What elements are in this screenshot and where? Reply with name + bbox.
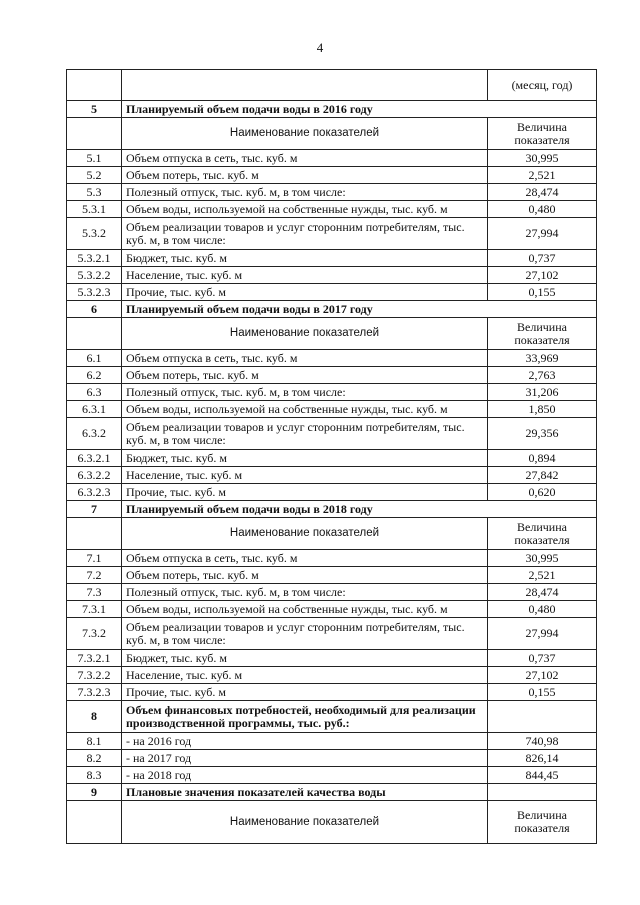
row-number: 5.3 [67,184,122,201]
row-value: 0,737 [488,250,597,267]
section-header-row [67,101,597,118]
row-label: Прочие, тыс. куб. м [122,684,488,701]
row-label: Полезный отпуск, тыс. куб. м, в том числе: [122,384,488,401]
table-row [67,250,597,267]
section-number: 9 [67,784,122,801]
page-number: 4 [316,40,324,55]
table-row [67,733,597,750]
section-title: Плановые значения показателей качества воды [122,784,488,801]
row-value: 844,45 [488,767,597,784]
row-number: 7.3.2.1 [67,650,122,667]
table-row [67,150,597,167]
empty-cell [488,701,597,733]
table-row [67,767,597,784]
table-row [67,70,597,101]
row-value: 0,737 [488,650,597,667]
unit-cell: (месяц, год) [488,70,597,101]
row-number: 6.3.2 [67,418,122,450]
table-row [67,684,597,701]
row-value: 2,521 [488,567,597,584]
table-row [67,267,597,284]
row-value: 28,474 [488,584,597,601]
row-value: 1,850 [488,401,597,418]
row-label: Объем отпуска в сеть, тыс. куб. м [122,550,488,567]
section-number: 8 [67,701,122,733]
row-number: 7.3.1 [67,601,122,618]
section-title: Объем финансовых потребностей, необходимый для реализации производственной программы, тыс. руб.: [122,701,488,733]
table-row [67,201,597,218]
empty-cell [488,784,597,801]
empty-cell [122,70,488,101]
row-number: 6.3.2.1 [67,450,122,467]
row-value: 0,155 [488,284,597,301]
section-header-row [67,784,597,801]
row-label: - на 2018 год [122,767,488,784]
row-label: Объем реализации товаров и услуг сторонним потребителям, тыс. куб. м, в том числе: [122,218,488,250]
row-number: 5.3.2.1 [67,250,122,267]
column-header-row [67,801,597,844]
value-column-header: Величина показателя [488,518,597,550]
column-header-row [67,318,597,350]
row-value: 27,842 [488,467,597,484]
indicators-table [66,69,597,844]
row-value: 0,620 [488,484,597,501]
name-column-header: Наименование показателей [122,801,488,844]
row-number: 7.3.2.2 [67,667,122,684]
table-row [67,601,597,618]
table-row [67,367,597,384]
section-header-row [67,301,597,318]
row-value: 31,206 [488,384,597,401]
row-label: Полезный отпуск, тыс. куб. м, в том числе: [122,584,488,601]
row-value: 27,994 [488,218,597,250]
row-value: 30,995 [488,150,597,167]
row-label: Население, тыс. куб. м [122,667,488,684]
row-label: Объем воды, используемой на собственные нужды, тыс. куб. м [122,401,488,418]
row-number: 6.3.2.3 [67,484,122,501]
row-label: Население, тыс. куб. м [122,467,488,484]
name-column-header: Наименование показателей [122,318,488,350]
row-number: 7.3.2 [67,618,122,650]
row-number: 5.2 [67,167,122,184]
empty-cell [67,70,122,101]
row-number: 8.3 [67,767,122,784]
row-value: 826,14 [488,750,597,767]
section-header-row [67,701,597,733]
row-number: 7.2 [67,567,122,584]
row-value: 0,480 [488,201,597,218]
section-header-row [67,501,597,518]
row-label: Объем потерь, тыс. куб. м [122,567,488,584]
row-label: Объем отпуска в сеть, тыс. куб. м [122,150,488,167]
row-label: Полезный отпуск, тыс. куб. м, в том числе: [122,184,488,201]
table-row [67,550,597,567]
row-value: 0,155 [488,684,597,701]
row-label: Бюджет, тыс. куб. м [122,650,488,667]
row-label: - на 2016 год [122,733,488,750]
section-title: Планируемый объем подачи воды в 2017 году [122,301,597,318]
row-number: 5.3.1 [67,201,122,218]
table-row [67,167,597,184]
section-number: 7 [67,501,122,518]
row-label: Объем отпуска в сеть, тыс. куб. м [122,350,488,367]
table-row [67,350,597,367]
value-column-header: Величина показателя [488,118,597,150]
row-label: - на 2017 год [122,750,488,767]
row-number: 8.1 [67,733,122,750]
row-value: 27,994 [488,618,597,650]
section-title: Планируемый объем подачи воды в 2018 году [122,501,597,518]
column-header-row [67,518,597,550]
section-number: 6 [67,301,122,318]
row-value: 27,102 [488,667,597,684]
row-value: 0,894 [488,450,597,467]
table-row [67,618,597,650]
row-number: 5.1 [67,150,122,167]
section-number: 5 [67,101,122,118]
table-row [67,218,597,250]
row-value: 740,98 [488,733,597,750]
row-label: Объем воды, используемой на собственные нужды, тыс. куб. м [122,201,488,218]
section-title: Планируемый объем подачи воды в 2016 году [122,101,597,118]
table-row [67,650,597,667]
row-number: 8.2 [67,750,122,767]
row-label: Бюджет, тыс. куб. м [122,250,488,267]
table-row [67,184,597,201]
row-value: 27,102 [488,267,597,284]
table-row [67,584,597,601]
table-row [67,418,597,450]
table-row [67,284,597,301]
row-label: Объем потерь, тыс. куб. м [122,167,488,184]
row-number: 6.3 [67,384,122,401]
row-label: Прочие, тыс. куб. м [122,484,488,501]
name-column-header: Наименование показателей [122,518,488,550]
row-number: 6.3.2.2 [67,467,122,484]
row-value: 33,969 [488,350,597,367]
row-number: 5.3.2.2 [67,267,122,284]
empty-cell [67,118,122,150]
row-number: 6.1 [67,350,122,367]
table-row [67,450,597,467]
row-number: 7.3 [67,584,122,601]
table-row [67,384,597,401]
row-label: Объем реализации товаров и услуг сторонним потребителям, тыс. куб. м, в том числе: [122,418,488,450]
row-value: 2,521 [488,167,597,184]
row-number: 6.3.1 [67,401,122,418]
row-value: 2,763 [488,367,597,384]
empty-cell [67,801,122,844]
row-value: 28,474 [488,184,597,201]
row-value: 29,356 [488,418,597,450]
table-row [67,667,597,684]
value-column-header: Величина показателя [488,801,597,844]
table-row [67,567,597,584]
table-row [67,467,597,484]
row-number: 5.3.2.3 [67,284,122,301]
table-row [67,484,597,501]
row-value: 0,480 [488,601,597,618]
row-label: Бюджет, тыс. куб. м [122,450,488,467]
empty-cell [67,318,122,350]
row-label: Прочие, тыс. куб. м [122,284,488,301]
row-number: 7.1 [67,550,122,567]
row-number: 7.3.2.3 [67,684,122,701]
row-number: 6.2 [67,367,122,384]
empty-cell [67,518,122,550]
table-row [67,750,597,767]
row-value: 30,995 [488,550,597,567]
row-label: Объем воды, используемой на собственные нужды, тыс. куб. м [122,601,488,618]
row-label: Объем реализации товаров и услуг сторонним потребителям, тыс. куб. м, в том числе: [122,618,488,650]
row-number: 5.3.2 [67,218,122,250]
row-label: Население, тыс. куб. м [122,267,488,284]
value-column-header: Величина показателя [488,318,597,350]
table-row [67,401,597,418]
column-header-row [67,118,597,150]
name-column-header: Наименование показателей [122,118,488,150]
row-label: Объем потерь, тыс. куб. м [122,367,488,384]
